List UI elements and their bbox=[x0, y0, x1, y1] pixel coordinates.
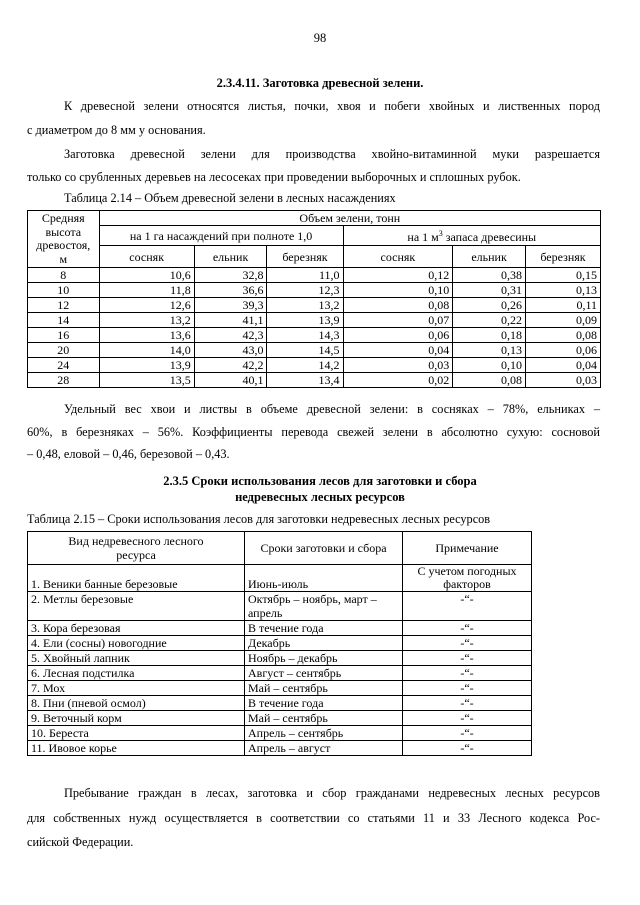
value-cell: 0,04 bbox=[343, 343, 453, 358]
table-caption: Таблица 2.15 – Сроки использования лесов для заготовки недревесных лесных ресурсов bbox=[27, 512, 491, 526]
section-title: 2.3.4.11. Заготовка древесной зелени. bbox=[216, 76, 424, 90]
terms-cell: В течение года bbox=[245, 696, 403, 711]
value-cell: 0,10 bbox=[343, 283, 453, 298]
value-cell: 0,22 bbox=[453, 313, 526, 328]
value-cell: 32,8 bbox=[194, 268, 267, 283]
table-row bbox=[28, 711, 532, 726]
table-row bbox=[28, 636, 532, 651]
paragraph-line: Заготовка древесной зелени для производства хвойно-витаминной муки разрешается bbox=[64, 147, 600, 161]
species-header: ельник bbox=[194, 246, 267, 268]
value-cell: 14,2 bbox=[267, 358, 343, 373]
species-header: березняк bbox=[267, 246, 343, 268]
value-cell: 0,11 bbox=[525, 298, 600, 313]
value-cell: 11,8 bbox=[99, 283, 194, 298]
species-header: сосняк bbox=[343, 246, 453, 268]
paragraph-line: Удельный вес хвои и листвы в объеме древесной зелени: в сосняках – 78%, ельниках – bbox=[64, 402, 600, 416]
terms-cell: Май – сентябрь bbox=[245, 681, 403, 696]
table-2-15 bbox=[27, 531, 532, 756]
table-row bbox=[28, 651, 532, 666]
value-cell: 0,13 bbox=[453, 343, 526, 358]
table-row bbox=[28, 666, 532, 681]
note-cell: -“- bbox=[403, 592, 532, 621]
table-2-14 bbox=[27, 210, 601, 388]
paragraph-line: для собственных нужд осуществляется в соответствии со статьями 11 и 33 Лесного кодекса Рос- bbox=[27, 811, 600, 825]
value-cell: 13,2 bbox=[267, 298, 343, 313]
note-cell: -“- bbox=[403, 681, 532, 696]
value-cell: 39,3 bbox=[194, 298, 267, 313]
table-row bbox=[28, 298, 601, 313]
resource-cell: 8. Пни (пневой осмол) bbox=[28, 696, 245, 711]
value-cell: 0,15 bbox=[525, 268, 600, 283]
section-title: недревесных лесных ресурсов bbox=[235, 490, 405, 504]
value-cell: 13,6 bbox=[99, 328, 194, 343]
value-cell: 41,1 bbox=[194, 313, 267, 328]
terms-cell: Ноябрь – декабрь bbox=[245, 651, 403, 666]
value-cell: 0,03 bbox=[343, 358, 453, 373]
table-row bbox=[28, 565, 532, 592]
resource-cell: 11. Ивовое корье bbox=[28, 741, 245, 756]
value-cell: 14,5 bbox=[267, 343, 343, 358]
terms-cell: Май – сентябрь bbox=[245, 711, 403, 726]
height-cell: 20 bbox=[28, 343, 100, 358]
table-caption: Таблица 2.14 – Объем древесной зелени в лесных насаждениях bbox=[64, 191, 396, 205]
note-cell: -“- bbox=[403, 621, 532, 636]
table-row bbox=[28, 741, 532, 756]
height-cell: 10 bbox=[28, 283, 100, 298]
value-cell: 10,6 bbox=[99, 268, 194, 283]
table-row bbox=[28, 268, 601, 283]
note-cell: -“- bbox=[403, 651, 532, 666]
table-row bbox=[28, 328, 601, 343]
paragraph-line: К древесной зелени относятся листья, почки, хвоя и побеги хвойных и лиственных пород bbox=[64, 99, 600, 113]
height-cell: 12 bbox=[28, 298, 100, 313]
table-row bbox=[28, 358, 601, 373]
value-cell: 0,04 bbox=[525, 358, 600, 373]
value-cell: 0,03 bbox=[525, 373, 600, 388]
value-cell: 40,1 bbox=[194, 373, 267, 388]
page-number: 98 bbox=[313, 31, 327, 45]
species-header: ельник bbox=[453, 246, 526, 268]
header-resource: Вид недревесного лесного ресурса bbox=[28, 532, 245, 565]
value-cell: 11,0 bbox=[267, 268, 343, 283]
terms-cell: Декабрь bbox=[245, 636, 403, 651]
value-cell: 13,9 bbox=[267, 313, 343, 328]
value-cell: 43,0 bbox=[194, 343, 267, 358]
note-cell: С учетом погодных факторов bbox=[403, 565, 532, 592]
table-row bbox=[28, 726, 532, 741]
table-row bbox=[28, 696, 532, 711]
height-cell: 28 bbox=[28, 373, 100, 388]
terms-cell: Октябрь – ноябрь, март – апрель bbox=[245, 592, 403, 621]
paragraph-line: сийской Федерации. bbox=[27, 835, 134, 849]
value-cell: 42,2 bbox=[194, 358, 267, 373]
resource-cell: 9. Веточный корм bbox=[28, 711, 245, 726]
table-row bbox=[28, 373, 601, 388]
value-cell: 12,3 bbox=[267, 283, 343, 298]
value-cell: 0,31 bbox=[453, 283, 526, 298]
note-cell: -“- bbox=[403, 696, 532, 711]
value-cell: 0,08 bbox=[525, 328, 600, 343]
height-cell: 16 bbox=[28, 328, 100, 343]
height-cell: 8 bbox=[28, 268, 100, 283]
terms-cell: Июнь-июль bbox=[245, 565, 403, 592]
header-note: Примечание bbox=[403, 532, 532, 565]
table-row bbox=[28, 592, 532, 621]
species-header: березняк bbox=[525, 246, 600, 268]
note-cell: -“- bbox=[403, 741, 532, 756]
value-cell: 0,26 bbox=[453, 298, 526, 313]
value-cell: 14,0 bbox=[99, 343, 194, 358]
value-cell: 0,38 bbox=[453, 268, 526, 283]
paragraph-line: 60%, в березняках – 56%. Коэффициенты перевода свежей зелени в абсолютно сухую: сосновой bbox=[27, 425, 600, 439]
resource-cell: 3. Кора березовая bbox=[28, 621, 245, 636]
table-row bbox=[28, 283, 601, 298]
paragraph-line: только со срубленных деревьев на лесосеках при проведении выборочных и сплошных рубок. bbox=[27, 170, 521, 184]
resource-cell: 5. Хвойный лапник bbox=[28, 651, 245, 666]
value-cell: 0,08 bbox=[453, 373, 526, 388]
resource-cell: 6. Лесная подстилка bbox=[28, 666, 245, 681]
value-cell: 36,6 bbox=[194, 283, 267, 298]
note-cell: -“- bbox=[403, 666, 532, 681]
note-cell: -“- bbox=[403, 636, 532, 651]
terms-cell: Август – сентябрь bbox=[245, 666, 403, 681]
resource-cell: 2. Метлы березовые bbox=[28, 592, 245, 621]
value-cell: 13,5 bbox=[99, 373, 194, 388]
note-cell: -“- bbox=[403, 711, 532, 726]
value-cell: 14,3 bbox=[267, 328, 343, 343]
value-cell: 0,13 bbox=[525, 283, 600, 298]
table-row bbox=[28, 621, 532, 636]
resource-cell: 10. Береста bbox=[28, 726, 245, 741]
table-row bbox=[28, 681, 532, 696]
value-cell: 0,12 bbox=[343, 268, 453, 283]
height-cell: 14 bbox=[28, 313, 100, 328]
value-cell: 0,09 bbox=[525, 313, 600, 328]
paragraph-line: с диаметром до 8 мм у основания. bbox=[27, 123, 206, 137]
value-cell: 42,3 bbox=[194, 328, 267, 343]
value-cell: 0,06 bbox=[343, 328, 453, 343]
terms-cell: Апрель – сентябрь bbox=[245, 726, 403, 741]
terms-cell: В течение года bbox=[245, 621, 403, 636]
resource-cell: 1. Веники банные березовые bbox=[28, 565, 245, 592]
paragraph-line: – 0,48, еловой – 0,46, березовой – 0,43. bbox=[27, 447, 230, 461]
species-header: сосняк bbox=[99, 246, 194, 268]
table-row bbox=[28, 313, 601, 328]
resource-cell: 7. Мох bbox=[28, 681, 245, 696]
header-height: Средняя высота древостоя, м bbox=[28, 211, 100, 268]
header-per-m3: на 1 $м^3$ запаса древесины bbox=[343, 226, 600, 246]
header-volume: Объем зелени, тонн bbox=[99, 211, 600, 226]
value-cell: 13,9 bbox=[99, 358, 194, 373]
terms-cell: Апрель – август bbox=[245, 741, 403, 756]
value-cell: 0,02 bbox=[343, 373, 453, 388]
header-per-hectare: на 1 га насаждений при полноте 1,0 bbox=[99, 226, 343, 246]
table-row bbox=[28, 343, 601, 358]
value-cell: 0,06 bbox=[525, 343, 600, 358]
resource-cell: 4. Ели (сосны) новогодние bbox=[28, 636, 245, 651]
note-cell: -“- bbox=[403, 726, 532, 741]
height-cell: 24 bbox=[28, 358, 100, 373]
header-terms: Сроки заготовки и сбора bbox=[245, 532, 403, 565]
value-cell: 0,18 bbox=[453, 328, 526, 343]
value-cell: 0,10 bbox=[453, 358, 526, 373]
value-cell: 0,08 bbox=[343, 298, 453, 313]
value-cell: 13,4 bbox=[267, 373, 343, 388]
value-cell: 13,2 bbox=[99, 313, 194, 328]
value-cell: 0,07 bbox=[343, 313, 453, 328]
section-title: 2.3.5 Сроки использования лесов для заготовки и сбора bbox=[163, 474, 477, 488]
paragraph-line: Пребывание граждан в лесах, заготовка и сбор гражданами недревесных лесных ресурсов bbox=[64, 786, 600, 800]
value-cell: 12,6 bbox=[99, 298, 194, 313]
